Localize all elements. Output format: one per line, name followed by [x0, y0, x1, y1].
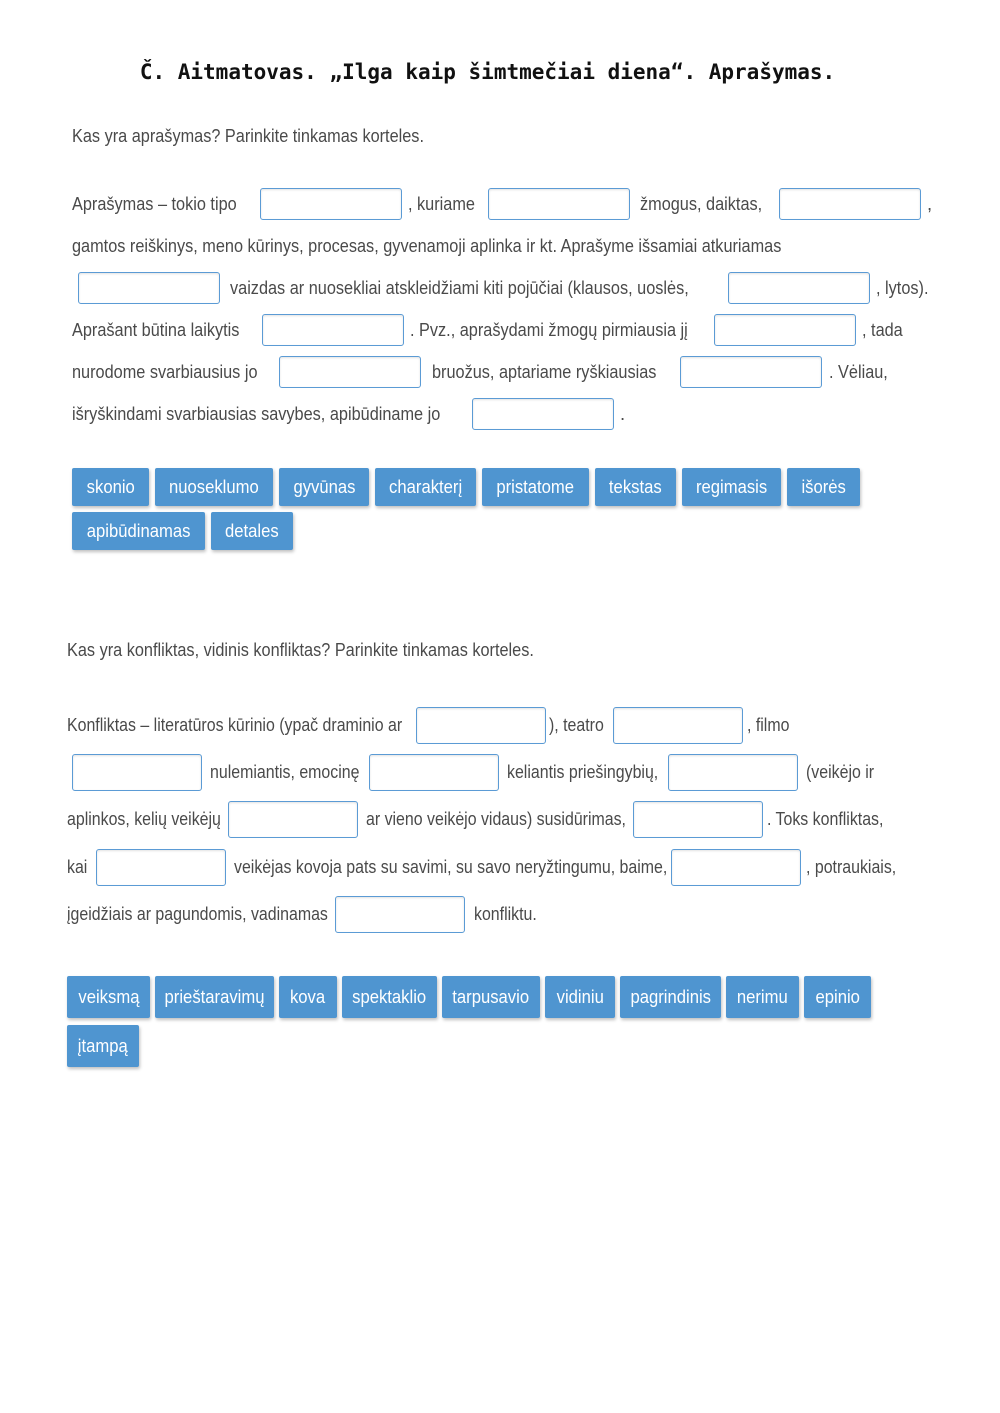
answer-blank-10[interactable]	[472, 398, 614, 430]
answer-card[interactable]: gyvūnas	[279, 468, 369, 506]
answer-blank-5[interactable]	[668, 754, 798, 791]
answer-blank-8[interactable]	[279, 356, 421, 388]
answer-card[interactable]: regimasis	[682, 468, 781, 506]
answer-card[interactable]: vidiniu	[545, 976, 615, 1018]
answer-blank-8[interactable]	[96, 849, 226, 886]
page-title: Č. Aitmatovas. „Ilga kaip šimtmečiai diena“. Aprašymas.	[139, 60, 836, 84]
answer-card[interactable]: nuoseklumo	[155, 468, 273, 506]
answer-card[interactable]: išorės	[787, 468, 860, 506]
answer-card[interactable]: įtampą	[67, 1025, 139, 1067]
answer-card[interactable]: skonio	[72, 468, 149, 506]
answer-card[interactable]: apibūdinamas	[72, 512, 205, 550]
text-fragment: gamtos reiškinys, meno kūrinys, procesas, gyvenamoji aplinka ir kt. Aprašyme išsamiai atkuriamas	[72, 235, 782, 256]
answer-card[interactable]: detales	[211, 512, 293, 550]
answer-blank-1[interactable]	[260, 188, 402, 220]
answer-card[interactable]: pagrindinis	[620, 976, 721, 1018]
text-fragment: Aprašymas – tokio tipo	[72, 193, 237, 214]
text-fragment: , filmo	[747, 714, 790, 735]
answer-blank-2[interactable]	[613, 707, 743, 744]
text-fragment: . Toks konfliktas,	[767, 808, 884, 829]
text-fragment: . Pvz., aprašydami žmogų pirmiausia jį	[410, 319, 688, 340]
section2-prompt: Kas yra konfliktas, vidinis konfliktas? Parinkite tinkamas korteles.	[67, 639, 534, 660]
text-fragment: nurodome svarbiausius jo	[72, 361, 258, 382]
answer-blank-3[interactable]	[72, 754, 202, 791]
answer-blank-9[interactable]	[680, 356, 822, 388]
answer-blank-2[interactable]	[488, 188, 630, 220]
answer-card[interactable]: tarpusavio	[442, 976, 540, 1018]
text-fragment: kai	[67, 856, 88, 877]
text-fragment: , potraukiais,	[806, 856, 897, 877]
text-fragment: išryškindami svarbiausias savybes, apibūdiname jo	[72, 403, 441, 424]
text-fragment: veikėjas kovoja pats su savimi, su savo neryžtingumu, baime,	[234, 856, 668, 877]
text-fragment: , lytos).	[876, 277, 929, 298]
answer-card[interactable]: nerimu	[726, 976, 799, 1018]
answer-card[interactable]: charakterį	[375, 468, 476, 506]
answer-blank-1[interactable]	[416, 707, 546, 744]
text-fragment: . Vėliau,	[829, 361, 888, 382]
answer-blank-9[interactable]	[671, 849, 801, 886]
answer-blank-7[interactable]	[714, 314, 856, 346]
text-fragment: (veikėjo ir	[806, 761, 875, 782]
answer-blank-6[interactable]	[262, 314, 404, 346]
text-fragment: Konfliktas – literatūros kūrinio (ypač draminio ar	[67, 714, 403, 735]
answer-card[interactable]: spektaklio	[342, 976, 437, 1018]
text-fragment: įgeidžiais ar pagundomis, vadinamas	[67, 903, 328, 924]
text-fragment: žmogus, daiktas,	[640, 193, 763, 214]
text-fragment: keliantis priešingybių,	[507, 761, 659, 782]
text-fragment: ,	[927, 193, 933, 214]
text-fragment: bruožus, aptariame ryškiausias	[432, 361, 657, 382]
text-fragment: .	[620, 403, 626, 424]
text-fragment: nulemiantis, emocinę	[210, 761, 360, 782]
answer-card[interactable]: prieštaravimų	[155, 976, 274, 1018]
answer-blank-3[interactable]	[779, 188, 921, 220]
answer-blank-4[interactable]	[78, 272, 220, 304]
answer-card[interactable]: tekstas	[595, 468, 676, 506]
answer-blank-10[interactable]	[335, 896, 465, 933]
text-fragment: , tada	[862, 319, 903, 340]
answer-card[interactable]: epinio	[804, 976, 871, 1018]
text-fragment: vaizdas ar nuosekliai atskleidžiami kiti pojūčiai (klausos, uoslės,	[230, 277, 689, 298]
answer-blank-5[interactable]	[728, 272, 870, 304]
section1-prompt: Kas yra aprašymas? Parinkite tinkamas korteles.	[72, 125, 424, 146]
text-fragment: ), teatro	[549, 714, 604, 735]
answer-blank-6[interactable]	[228, 801, 358, 838]
answer-card[interactable]: veiksmą	[67, 976, 150, 1018]
answer-blank-4[interactable]	[369, 754, 499, 791]
answer-card[interactable]: kova	[279, 976, 337, 1018]
text-fragment: , kuriame	[408, 193, 475, 214]
answer-blank-7[interactable]	[633, 801, 763, 838]
text-fragment: aplinkos, kelių veikėjų	[67, 808, 221, 829]
answer-card[interactable]: pristatome	[482, 468, 589, 506]
text-fragment: konfliktu.	[474, 903, 537, 924]
text-fragment: ar vieno veikėjo vidaus) susidūrimas,	[366, 808, 626, 829]
text-fragment: Aprašant būtina laikytis	[72, 319, 240, 340]
